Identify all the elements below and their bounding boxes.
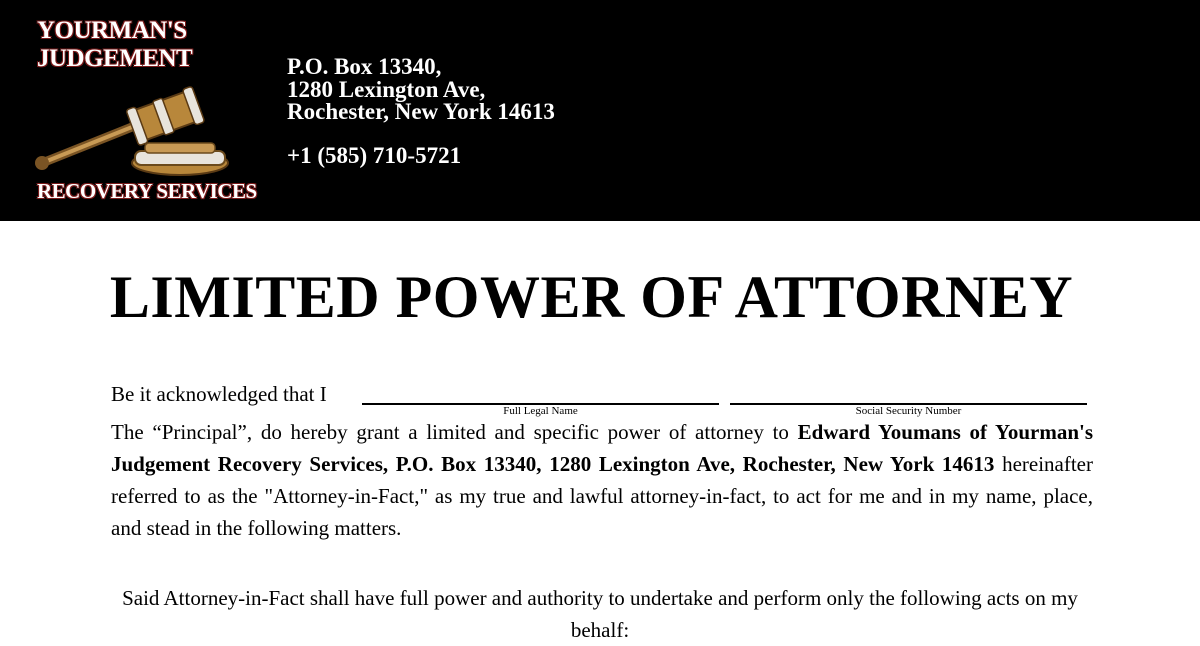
grant-paragraph <box>111 416 1093 544</box>
logo-text-line3: RECOVERY SERVICES <box>37 179 257 203</box>
ssn-caption: Social Security Number <box>855 405 962 417</box>
logo-text-line1: YOURMAN'S <box>37 17 187 44</box>
address-line2: 1280 Lexington Ave, <box>287 76 486 102</box>
gavel-icon <box>30 75 230 180</box>
address-line1: P.O. Box 13340, <box>287 54 442 79</box>
company-logo <box>30 15 255 210</box>
letterhead <box>0 0 1200 221</box>
company-address <box>287 56 555 124</box>
grant-rest: hereinafter referred to as the "Attorney-in-Fact," as my true and lawful attorney-in-fact, to act for me and in my name, place, and stead in the following matters. <box>111 452 1093 540</box>
company-phone: +1 (585) 710-5721 <box>287 143 462 168</box>
full-legal-name-caption: Full Legal Name <box>503 405 578 417</box>
logo-text-line2: JUDGEMENT <box>37 45 193 72</box>
document-title: LIMITED POWER OF ATTORNEY <box>109 264 1074 330</box>
address-line3: Rochester, New York 14613 <box>287 99 555 124</box>
grant-intro: The “Principal”, do hereby grant a limited and specific power of attorney to <box>111 420 798 444</box>
attorney-name: Edward Youmans of Yourman's Judgement Recovery Services, P.O. Box 13340, 1280 Lexington Ave, Rochester, New York 14613 <box>111 420 1094 476</box>
powers-intro-paragraph: Said Attorney-in-Fact shall have full power and authority to undertake and perform only the following acts on my behalf: <box>122 586 1078 642</box>
acknowledgement-text: Be it acknowledged that I <box>111 382 327 406</box>
